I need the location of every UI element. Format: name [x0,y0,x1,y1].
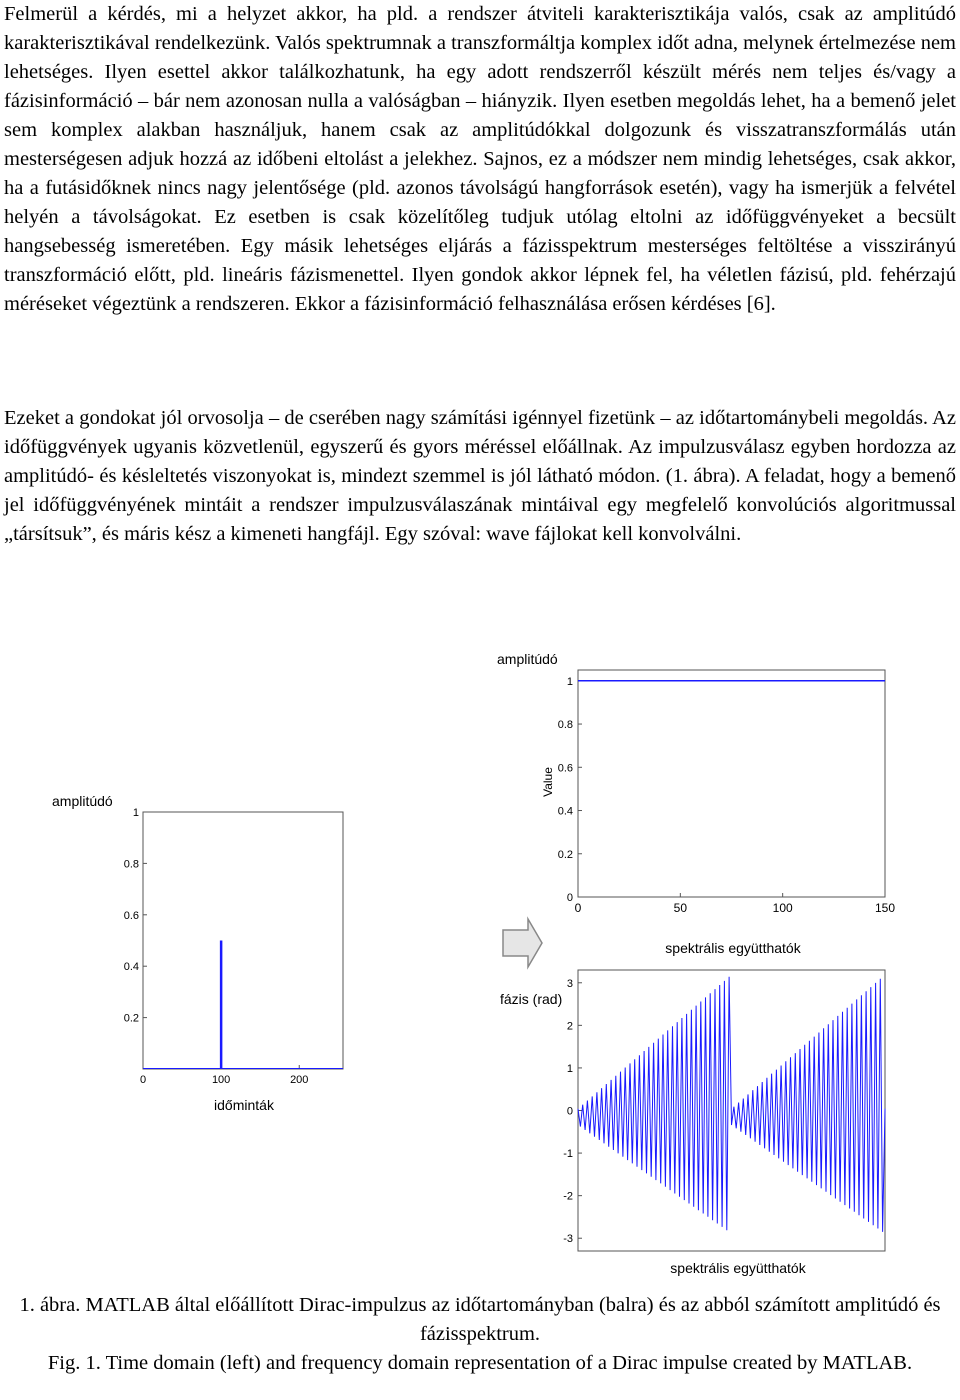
phase-chart-title: fázis (rad) [500,991,563,1007]
time-domain-chart [52,793,343,1113]
body-paragraph-2: Ezeket a gondokat jól orvosolja – de cserében nagy számítási igénnyel fizetünk – az időtartománybeli megoldás. Az időfüggvények ugyanis közvetlenül, egyszerű és gyors méréssel előállnak. Az impulzusválasz egyben hordozza az amplitúdó- és késleltetés viszonyokat is, mindezt szemmel is jól látható módon. (1. ábra). A feladat, hogy a bemenő jel időfüggvényének mintáit a rendszer impulzusválaszának mintáival egy megfelelő konvolúciós algoritmussal „társítsuk”, és máris kész a kimeneti hangfájl. Egy szóval: wave fájlokat kell konvolválni. [4,407,956,545]
x-tick-label: 0 [574,901,582,915]
amp-plot-area [578,670,885,897]
amplitude-spectrum-chart [497,651,895,956]
y-tick-label: -1 [563,1148,573,1161]
time-chart-xlabel: időminták [214,1097,274,1113]
x-tick-label: 100 [211,1074,231,1086]
amp-chart-title: amplitúdó [497,651,558,667]
y-tick-label: 0.2 [557,848,573,861]
x-tick-label: 0 [139,1074,147,1086]
y-tick-label: 0.4 [123,961,139,974]
phase-spectrum-chart [500,970,885,1276]
y-tick-label: 1 [566,1062,573,1075]
y-tick-label: 2 [566,1020,573,1033]
y-tick-label: 0.4 [557,805,573,818]
x-tick-label: 150 [874,901,896,915]
body-paragraph-1: Felmerül a kérdés, mi a helyzet akkor, ha pld. a rendszer átviteli karakterisztikája valós, csak az amplitúdó karakterisztikával rendelkezünk. Valós spektrumnak a transzformáltja komplex időt adna, melynek értelmezése nem lehetséges. Ilyen esettel akkor találkozhatunk, ha egy adott rendszerről készült mérés nem teljes és/vagy a fázisinformáció – bár nem azonosan nulla a valóságban – hiányzik. Ilyen esetben megoldás lehet, ha a bemenő jelet sem komplex alakban használjuk, hanem csak az amplitúdókkal dolgozunk és visszatranszformálás után mesterségesen adjuk hozzá az időbeni eltolást a jelekhez. Sajnos, ez a módszer nem mindig lehetséges, csak akkor, ha a futásidőknek nincs nagy jelentősége (pld. azonos távolságú hangforrások esetén), vagy ha ismerjük a felvétel helyén a távolságokat. Ez esetben is csak közelítőleg tudjuk utólag eltolni az időfüggvényeket a becsült hangsebesség ismeretében. Egy másik lehetséges eljárás a fázisspektrum mesterséges feltöltése a visszirányú transzformáció előtt, pld. lineáris fázismenettel. Ilyen gondok akkor lépnek fel, ha véletlen fázisú, pld. fehérzajú méréseket végeztünk a rendszeren. Ekkor a fázisinformáció felhasználása erősen kérdéses [6]. [4,3,956,315]
y-tick-label: 0 [566,1105,573,1118]
figure-caption-en: Fig. 1. Time domain (left) and frequency domain representation of a Dirac impulse created by MATLAB. [47,1352,913,1374]
y-tick-label: 0.8 [123,858,139,871]
y-tick-label: 1 [132,807,139,819]
y-tick-label: 1 [566,675,573,688]
amp-chart-ylabel: Value [541,767,555,797]
y-tick-label: 0.8 [557,719,573,732]
figure-caption-hu: 1. ábra. MATLAB által előállított Dirac-impulzus az időtartományban (balra) és az abból számított amplitúdó és fázisspektrum. [19,1294,941,1345]
y-tick-label: 3 [566,977,573,990]
right-arrow-icon [503,919,542,967]
y-tick-label: 0.6 [123,909,139,922]
phase-chart-xlabel: spektrális együtthatók [670,1260,806,1276]
x-tick-label: 50 [673,901,688,915]
time-chart-title: amplitúdó [52,793,113,809]
y-tick-label: -2 [563,1190,573,1203]
amp-chart-xlabel: spektrális együtthatók [665,940,801,956]
x-tick-label: 100 [772,901,793,915]
y-tick-label: 0.6 [557,762,573,775]
x-tick-label: 200 [290,1074,309,1086]
y-tick-label: 0 [566,892,573,904]
y-tick-label: -3 [563,1233,573,1246]
y-tick-label: 0.2 [123,1012,139,1025]
time-plot-area [143,812,343,1069]
